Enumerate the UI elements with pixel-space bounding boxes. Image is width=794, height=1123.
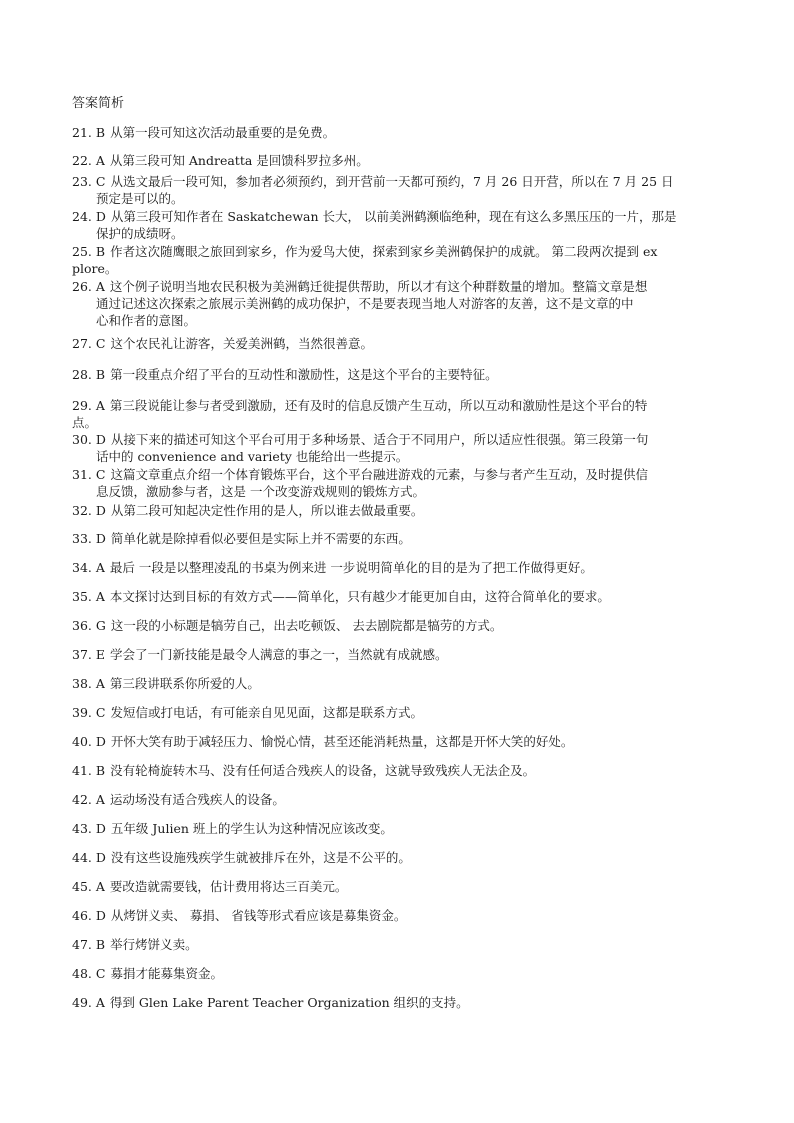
question-number: 38. — [72, 676, 92, 691]
answer-entry — [72, 431, 724, 465]
answer-entry — [72, 466, 724, 500]
explanation-text: 募捐才能募集资金。 — [110, 966, 223, 981]
answer-letter: C — [95, 174, 106, 189]
answer-entry — [72, 152, 724, 169]
question-number: 35. — [72, 589, 92, 604]
answer-first-line — [72, 431, 724, 448]
question-number: 37. — [72, 647, 92, 662]
answer-letter: A — [95, 589, 105, 604]
explanation-text: 从第二段可知起决定性作用的是人，所以谁去做最重要。 — [110, 503, 424, 518]
explanation-text: plore。 — [72, 261, 118, 276]
answer-first-line — [72, 124, 724, 141]
answer-entry — [72, 173, 724, 207]
answer-entry — [72, 278, 724, 329]
question-number: 48. — [72, 966, 92, 981]
question-number: 42. — [72, 792, 92, 807]
explanation-text: 这个例子说明当地农民积极为美洲鹤迁徙提供帮助，所以才有这个种群数量的增加。整篇文章是想 — [109, 279, 648, 294]
explanation-text: 从第三段可知作者在 Saskatchewan 长大， 以前美洲鹤濒临绝种，现在有这么多黑压压的一片，那是 — [110, 209, 677, 224]
answer-entry — [72, 243, 724, 277]
answer-letter: D — [95, 531, 106, 546]
answer-letter: B — [95, 367, 106, 382]
explanation-text: 简单化就是除掉看似必要但是实际上并不需要的东西。 — [110, 531, 411, 546]
answer-letter: G — [95, 618, 106, 633]
question-number: 24. — [72, 209, 92, 224]
answer-first-line — [72, 152, 724, 169]
answer-letter: D — [95, 850, 106, 865]
answer-entry — [72, 530, 724, 547]
answer-letter: A — [95, 153, 105, 168]
answer-letter: D — [95, 908, 106, 923]
explanation-text: 从烤饼义卖、 募捐、 省钱等形式看应该是募集资金。 — [110, 908, 407, 923]
explanation-text: 得到 Glen Lake Parent Teacher Organization 组织的支持。 — [109, 995, 469, 1010]
question-number: 46. — [72, 908, 92, 923]
explanation-text: 话中的 convenience and variety 也能给出一些提示。 — [96, 449, 409, 464]
explanation-text: 第三段说能让参与者受到激励，还有及时的信息反馈产生互动，所以互动和激励性是这个平台的特 — [109, 398, 648, 413]
answer-entry — [72, 965, 724, 982]
answer-first-line — [72, 704, 724, 721]
explanation-text: 心和作者的意图。 — [96, 313, 197, 328]
answer-first-line — [72, 675, 724, 692]
question-number: 30. — [72, 432, 92, 447]
answer-entry — [72, 617, 724, 634]
answer-first-line — [72, 278, 724, 295]
answer-letter: A — [95, 560, 105, 575]
question-number: 33. — [72, 531, 92, 546]
question-number: 25. — [72, 244, 92, 259]
answer-letter: C — [95, 336, 106, 351]
answer-first-line — [72, 762, 724, 779]
answer-letter: D — [95, 432, 106, 447]
answer-continuation-line — [72, 260, 724, 277]
explanation-text: 通过记述这次探索之旅展示美洲鹤的成功保护，不是要表现当地人对游客的友善，这不是文章的中 — [96, 296, 634, 311]
answer-first-line — [72, 588, 724, 605]
answer-entry — [72, 646, 724, 663]
explanation-text: 作者这次随鹰眼之旅回到家乡，作为爱鸟大使，探索到家乡美洲鹤保护的成就。 第二段两次提到 ex — [110, 244, 658, 259]
answer-entry — [72, 704, 724, 721]
answer-letter: A — [95, 279, 105, 294]
explanation-text: 发短信或打电话，有可能亲自见见面，这都是联系方式。 — [110, 705, 423, 720]
question-number: 39. — [72, 705, 92, 720]
answer-first-line — [72, 559, 724, 576]
question-number: 23. — [72, 174, 92, 189]
question-number: 47. — [72, 937, 92, 952]
question-number: 28. — [72, 367, 92, 382]
explanation-text: 第一段重点介绍了平台的互动性和激励性，这是这个平台的主要特征。 — [110, 367, 498, 382]
explanation-text: 这一段的小标题是犒劳自己，出去吃顿饭、 去去剧院都是犒劳的方式。 — [110, 618, 503, 633]
answer-first-line — [72, 397, 724, 414]
answer-letter: C — [95, 467, 106, 482]
explanation-text: 保护的成绩呀。 — [96, 226, 184, 241]
question-number: 22. — [72, 153, 92, 168]
answer-continuation-line — [72, 414, 724, 431]
explanation-text: 从选文最后一段可知，参加者必须预约，到开营前一天都可预约，7 月 26 日开营，所以在 7 月 25 日 — [110, 174, 674, 189]
answer-entry — [72, 791, 724, 808]
answer-letter: A — [95, 792, 105, 807]
explanation-text: 点。 — [72, 415, 98, 430]
answer-first-line — [72, 173, 724, 190]
answer-letter: D — [95, 821, 106, 836]
explanation-text: 本文探讨达到目标的有效方式——简单化，只有越少才能更加自由，这符合简单化的要求。 — [109, 589, 610, 604]
explanation-text: 运动场没有适合残疾人的设备。 — [109, 792, 285, 807]
question-number: 36. — [72, 618, 92, 633]
answer-first-line — [72, 965, 724, 982]
answer-first-line — [72, 366, 724, 383]
answer-first-line — [72, 617, 724, 634]
question-number: 43. — [72, 821, 92, 836]
answer-first-line — [72, 733, 724, 750]
answer-letter: A — [95, 398, 105, 413]
answer-letter: B — [95, 125, 106, 140]
question-number: 32. — [72, 503, 92, 518]
answer-first-line — [72, 936, 724, 953]
answer-letter: D — [95, 503, 106, 518]
explanation-text: 学会了一门新技能是最令人满意的事之一，当然就有成就感。 — [110, 647, 448, 662]
page-heading: 答案简析 — [72, 96, 125, 111]
answer-entry — [72, 936, 724, 953]
question-number: 29. — [72, 398, 92, 413]
explanation-text: 息反馈，激励参与者，这是 一个改变游戏规则的锻炼方式。 — [96, 484, 425, 499]
explanation-text: 预定是可以的。 — [96, 191, 184, 206]
answer-entry — [72, 762, 724, 779]
answer-first-line — [72, 243, 724, 260]
explanation-text: 没有这些设施残疾学生就被排斥在外，这是不公平的。 — [110, 850, 411, 865]
answer-entry — [72, 820, 724, 837]
explanation-text: 这个农民礼让游客，关爱美洲鹤，当然很善意。 — [110, 336, 373, 351]
answer-entry — [72, 907, 724, 924]
answer-entry — [72, 878, 724, 895]
answer-entry — [72, 675, 724, 692]
answer-letter: B — [95, 763, 106, 778]
answer-first-line — [72, 820, 724, 837]
answer-continuation-line — [72, 483, 724, 500]
answer-letter: D — [95, 209, 106, 224]
answer-first-line — [72, 466, 724, 483]
answer-first-line — [72, 994, 724, 1011]
question-number: 31. — [72, 467, 92, 482]
answer-first-line — [72, 849, 724, 866]
answer-entry — [72, 208, 724, 242]
answer-first-line — [72, 907, 724, 924]
answer-continuation-line — [72, 190, 724, 207]
answer-entry — [72, 733, 724, 750]
explanation-text: 最后 一段是以整理凌乱的书桌为例来进 一步说明简单化的目的是为了把工作做得更好。 — [109, 560, 593, 575]
answer-entry — [72, 397, 724, 431]
answer-letter: B — [95, 244, 106, 259]
answer-entry — [72, 994, 724, 1011]
explanation-text: 第三段讲联系你所爱的人。 — [109, 676, 260, 691]
question-number: 44. — [72, 850, 92, 865]
explanation-text: 从接下来的描述可知这个平台可用于多种场景、适合于不同用户，所以适应性很强。第三段第一句 — [110, 432, 649, 447]
answer-letter: A — [95, 879, 105, 894]
answer-entry — [72, 559, 724, 576]
explanation-text: 举行烤饼义卖。 — [110, 937, 198, 952]
answer-continuation-line — [72, 448, 724, 465]
answer-letter: C — [95, 966, 106, 981]
answer-first-line — [72, 878, 724, 895]
answer-letter: D — [95, 734, 106, 749]
explanation-text: 这篇文章重点介绍一个体育锻炼平台，这个平台融进游戏的元素，与参与者产生互动，及时提供信 — [110, 467, 648, 482]
question-number: 34. — [72, 560, 92, 575]
answer-continuation-line — [72, 295, 724, 312]
answer-first-line — [72, 502, 724, 519]
explanation-text: 五年级 Julien 班上的学生认为这种情况应该改变。 — [110, 821, 393, 836]
answer-entry — [72, 124, 724, 141]
answer-first-line — [72, 530, 724, 547]
answer-entry — [72, 366, 724, 383]
answer-first-line — [72, 791, 724, 808]
question-number: 21. — [72, 125, 92, 140]
explanation-text: 从第三段可知 Andreatta 是回馈科罗拉多州。 — [109, 153, 369, 168]
question-number: 40. — [72, 734, 92, 749]
answer-entry — [72, 502, 724, 519]
question-number: 27. — [72, 336, 92, 351]
answer-letter: C — [95, 705, 106, 720]
question-number: 49. — [72, 995, 92, 1010]
explanation-text: 开怀大笑有助于减轻压力、愉悦心情，甚至还能消耗热量，这都是开怀大笑的好处。 — [110, 734, 574, 749]
question-number: 26. — [72, 279, 92, 294]
answer-entry — [72, 335, 724, 352]
explanation-text: 要改造就需要钱，估计费用将达三百美元。 — [109, 879, 348, 894]
answer-first-line — [72, 208, 724, 225]
explanation-text: 从第一段可知这次活动最重要的是免费。 — [110, 125, 336, 140]
explanation-text: 没有轮椅旋转木马、没有任何适合残疾人的设备，这就导致残疾人无法企及。 — [110, 763, 536, 778]
answer-continuation-line — [72, 312, 724, 329]
answer-entry — [72, 588, 724, 605]
answer-continuation-line — [72, 225, 724, 242]
question-number: 41. — [72, 763, 92, 778]
answer-first-line — [72, 335, 724, 352]
answer-letter: A — [95, 995, 105, 1010]
answer-letter: B — [95, 937, 106, 952]
question-number: 45. — [72, 879, 92, 894]
answer-letter: E — [95, 647, 106, 662]
answer-entry — [72, 849, 724, 866]
answer-first-line — [72, 646, 724, 663]
answer-letter: A — [95, 676, 105, 691]
